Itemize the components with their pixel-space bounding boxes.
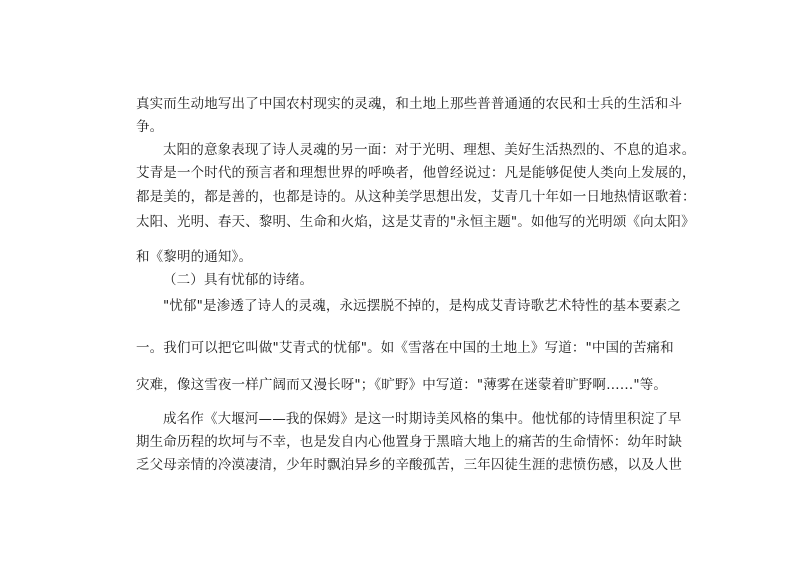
- paragraph-line: "忧郁"是渗透了诗人的灵魂，永远摆脱不掉的，是构成艾青诗歌艺术特性的基本要素之: [163, 298, 681, 314]
- paragraph-line: 期生命历程的坎坷与不幸，也是发自内心他置身于黑暗大地上的痛苦的生命情怀：幼年时缺: [136, 434, 682, 450]
- paragraph-line: 一。我们可以把它叫做"艾青式的忧郁"。如《雪落在中国的土地上》写道："中国的苦痛和: [136, 340, 674, 356]
- paragraph-line: 都是美的，都是善的，也都是诗的。从这种美学思想出发，艾青几十年如一日地热情讴歌着：: [136, 189, 696, 205]
- paragraph-line: 艾青是一个时代的预言者和理想世界的呼唤者，他曾经说过：凡是能够促使人类向上发展的，: [136, 165, 696, 181]
- paragraph-line: 灾难，像这雪夜一样广阔而又漫长呀"；《旷野》中写道："薄雾在迷蒙着旷野啊……"等。: [136, 377, 668, 393]
- paragraph-line: 真实而生动地写出了中国农村现实的灵魂，和土地上那些普普通通的农民和士兵的生活和斗: [136, 96, 682, 112]
- paragraph-line: 乏父母亲情的冷漠凄清，少年时飘泊异乡的辛酸孤苦，三年囚徒生涯的悲愤伤感，以及人世: [136, 457, 682, 473]
- paragraph-line: 成名作《大堰河——我的保姆》是这一时期诗美风格的集中。他忧郁的诗情里积淀了早: [163, 411, 682, 427]
- paragraph-line: 和《黎明的通知》。: [136, 249, 253, 265]
- paragraph-line: 太阳、光明、春天、黎明、生命和火焰，这是艾青的"永恒主题"。如他写的光明颂《向太阳》: [136, 214, 695, 230]
- paragraph-line: 太阳的意象表现了诗人灵魂的另一面：对于光明、理想、美好生活热烈的、不息的追求。: [163, 142, 696, 158]
- section-heading: （二）具有忧郁的诗绪。: [163, 272, 314, 288]
- paragraph-line: 争。: [136, 119, 164, 135]
